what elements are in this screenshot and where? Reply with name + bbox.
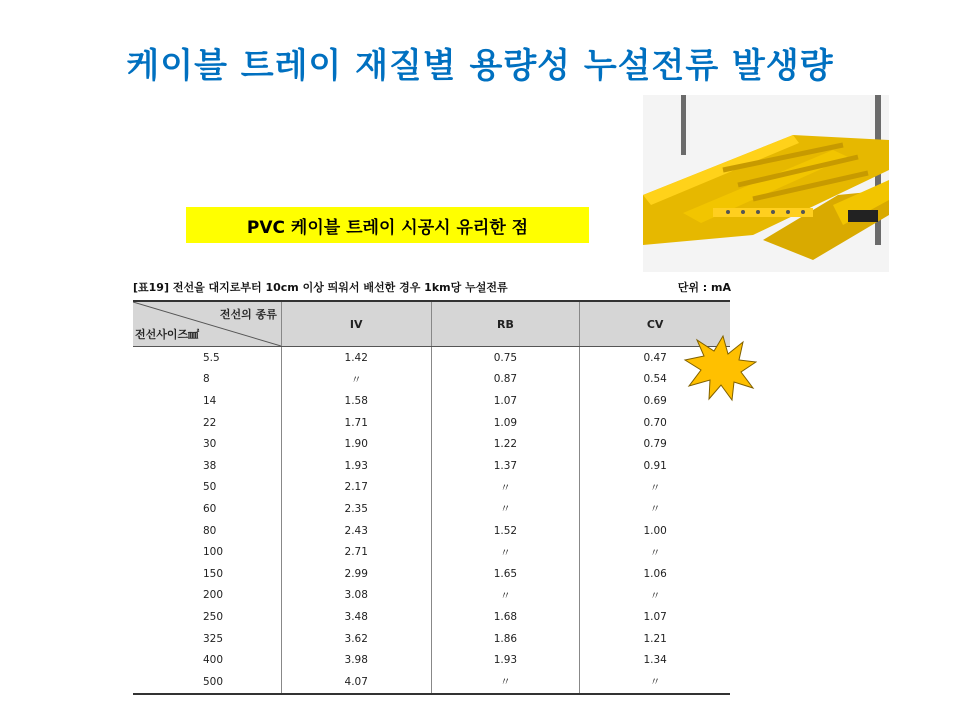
iv-value-cell: 3.48 bbox=[281, 606, 431, 628]
rb-value-cell: 1.52 bbox=[431, 520, 580, 542]
table-row bbox=[133, 477, 730, 499]
cv-value-cell: 1.00 bbox=[580, 520, 730, 542]
iv-value-cell: 2.71 bbox=[281, 541, 431, 563]
iv-value-cell: 1.42 bbox=[281, 347, 431, 369]
starburst-highlight bbox=[683, 334, 757, 402]
table-row bbox=[133, 649, 730, 671]
iv-value-cell: 2.17 bbox=[281, 477, 431, 499]
rb-value-cell: 1.22 bbox=[431, 433, 580, 455]
diagonal-header-cell bbox=[133, 301, 281, 347]
iv-value-cell: 2.43 bbox=[281, 520, 431, 542]
cv-value-cell: 0.47 bbox=[580, 347, 730, 369]
cv-value-cell: 1.21 bbox=[580, 628, 730, 650]
wire-size-cell: 14 bbox=[203, 394, 217, 407]
table-row bbox=[133, 585, 730, 607]
pvc-advantage-label: PVC 케이블 트레이 시공시 유리한 점 bbox=[186, 207, 589, 243]
rb-value-cell: 1.68 bbox=[431, 606, 580, 628]
table-row bbox=[133, 347, 730, 369]
cv-value-cell: 0.54 bbox=[580, 369, 730, 391]
rb-value-cell: 1.09 bbox=[431, 412, 580, 434]
table-row bbox=[133, 541, 730, 563]
table-caption bbox=[133, 279, 731, 295]
rb-value-cell: 〃 bbox=[431, 585, 580, 607]
table-row bbox=[133, 606, 730, 628]
iv-value-cell: 1.71 bbox=[281, 412, 431, 434]
table-unit: 단위 : mA bbox=[677, 281, 731, 294]
cv-value-cell: 〃 bbox=[580, 498, 730, 520]
cv-value-cell: 0.79 bbox=[580, 433, 730, 455]
iv-value-cell: 1.93 bbox=[281, 455, 431, 477]
rb-value-cell: 〃 bbox=[431, 498, 580, 520]
rb-value-cell: 1.65 bbox=[431, 563, 580, 585]
leakage-current-table bbox=[133, 300, 730, 695]
table-row bbox=[133, 369, 730, 391]
cv-value-cell: 0.91 bbox=[580, 455, 730, 477]
wire-size-cell: 60 bbox=[203, 502, 217, 515]
wire-size-cell: 400 bbox=[203, 654, 224, 667]
cv-value-cell: 1.34 bbox=[580, 649, 730, 671]
table-row bbox=[133, 455, 730, 477]
wire-size-cell: 30 bbox=[203, 438, 217, 451]
cv-value-cell: 〃 bbox=[580, 541, 730, 563]
wire-size-cell: 22 bbox=[203, 416, 217, 429]
cv-value-cell: 〃 bbox=[580, 585, 730, 607]
rb-value-cell: 0.87 bbox=[431, 369, 580, 391]
header-wire-type: 전선의 종류 bbox=[219, 308, 277, 321]
rb-value-cell: 1.07 bbox=[431, 390, 580, 412]
iv-value-cell: 3.62 bbox=[281, 628, 431, 650]
cv-value-cell: 〃 bbox=[580, 477, 730, 499]
rb-value-cell: 1.93 bbox=[431, 649, 580, 671]
slide-title: 케이블 트레이 재질별 용량성 누설전류 발생량 bbox=[126, 46, 834, 86]
column-header-cv: CV bbox=[580, 301, 730, 347]
table-row bbox=[133, 390, 730, 412]
table-header-row bbox=[133, 301, 730, 347]
rb-value-cell: 〃 bbox=[431, 671, 580, 694]
cv-value-cell: 0.69 bbox=[580, 390, 730, 412]
wire-size-cell: 500 bbox=[133, 671, 281, 694]
iv-value-cell: 2.99 bbox=[281, 563, 431, 585]
iv-value-cell: 3.08 bbox=[281, 585, 431, 607]
cv-value-cell: 0.70 bbox=[580, 412, 730, 434]
header-wire-size: 전선사이즈㎟ bbox=[135, 328, 200, 341]
wire-size-cell: 100 bbox=[203, 546, 224, 559]
column-header-iv: IV bbox=[281, 301, 431, 347]
table-row bbox=[133, 671, 730, 694]
cable-tray-photo bbox=[643, 95, 889, 272]
iv-value-cell: 1.90 bbox=[281, 433, 431, 455]
column-header-rb: RB bbox=[431, 301, 580, 347]
wire-size-cell: 150 bbox=[203, 567, 224, 580]
rb-value-cell: 0.75 bbox=[431, 347, 580, 369]
iv-value-cell: 〃 bbox=[281, 369, 431, 391]
table-row bbox=[133, 563, 730, 585]
wire-size-cell: 38 bbox=[203, 459, 217, 472]
wire-size-cell: 325 bbox=[203, 632, 224, 645]
cv-value-cell: 〃 bbox=[580, 671, 730, 694]
iv-value-cell: 3.98 bbox=[281, 649, 431, 671]
wire-size-cell: 5.5 bbox=[203, 351, 220, 364]
cv-value-cell: 1.06 bbox=[580, 563, 730, 585]
rb-value-cell: 1.86 bbox=[431, 628, 580, 650]
iv-value-cell: 2.35 bbox=[281, 498, 431, 520]
wire-size-cell: 80 bbox=[203, 524, 217, 537]
table-row bbox=[133, 433, 730, 455]
table-caption-text: [표19] 전선을 대지로부터 10cm 이상 띄워서 배선한 경우 1km당 누설전류 bbox=[133, 281, 508, 294]
rb-value-cell: 〃 bbox=[431, 541, 580, 563]
rb-value-cell: 1.37 bbox=[431, 455, 580, 477]
wire-size-cell: 200 bbox=[203, 589, 224, 602]
wire-size-cell: 250 bbox=[203, 610, 224, 623]
table-row bbox=[133, 520, 730, 542]
rb-value-cell: 〃 bbox=[431, 477, 580, 499]
wire-size-cell: 8 bbox=[203, 373, 210, 386]
wire-size-cell: 50 bbox=[203, 481, 217, 494]
iv-value-cell: 1.58 bbox=[281, 390, 431, 412]
table-body bbox=[133, 347, 730, 694]
table-row bbox=[133, 628, 730, 650]
table-row bbox=[133, 498, 730, 520]
cv-value-cell: 1.07 bbox=[580, 606, 730, 628]
iv-value-cell: 4.07 bbox=[281, 671, 431, 694]
table-row bbox=[133, 412, 730, 434]
